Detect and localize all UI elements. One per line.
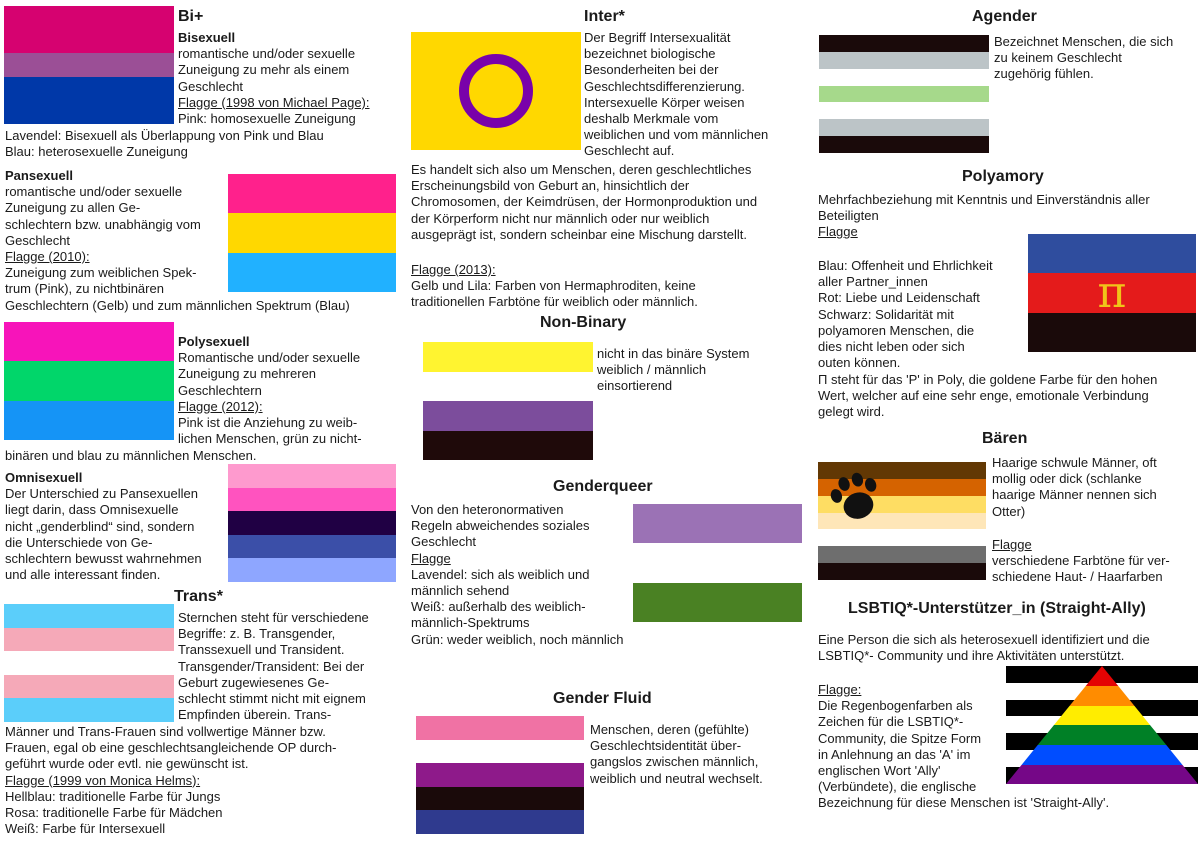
agender-flag-grey-stripe — [819, 52, 989, 69]
trans-flag-pink-stripe — [4, 628, 174, 652]
trans-line: Männer und Trans-Frauen sind vollwertige Männer bzw. — [5, 724, 326, 739]
inter-flag-ring — [411, 32, 581, 150]
bear-flag-stripe — [818, 529, 986, 546]
agender-line: Bezeichnet Menschen, die sich — [994, 34, 1174, 49]
bear-flag-stripe — [818, 546, 986, 563]
trans-line: Transgender/Transident: Bei der — [178, 658, 365, 674]
trans-line: geführt wurde oder evtl. nie gewünscht ist. — [5, 756, 249, 772]
omnisexual-line: und alle interessant finden. — [5, 567, 161, 583]
bisexual-flag-line: Lavendel: Bisexuell als Überlappung von Pink und Blau — [5, 128, 324, 143]
bisexual-flag-explanation — [5, 128, 400, 160]
ally-text — [818, 682, 1110, 812]
omnisexual-line: liegt darin, dass Omnisexuelle — [5, 502, 179, 518]
ally-line: Eine Person die sich als heterosexuell identifiziert und die — [818, 632, 1150, 647]
pansexual-flag-line: Geschlechtern (Gelb) und zum männlichen Spektrum (Blau) — [5, 297, 350, 313]
inter-line: Es handelt sich also um Menschen, deren geschlechtliches — [411, 162, 752, 177]
polysexual-flag-label: Flagge (2012): — [178, 398, 263, 414]
trans-flag-line: Weiß: Farbe für Intersexuell — [5, 821, 166, 837]
omnisexual-flag-stripe — [228, 464, 396, 488]
genderfluid-flag-white-stripe — [416, 740, 584, 764]
trans-flag — [4, 604, 174, 722]
polyamory-line: aller Partner_innen — [818, 274, 928, 290]
genderfluid-flag-black-stripe — [416, 787, 584, 811]
pansexual-flag-blue-stripe — [228, 253, 396, 292]
trans-line: Sternchen steht für verschiedene — [178, 610, 369, 625]
polyamory-line: dies nicht leben oder sich — [818, 339, 965, 355]
nonbinary-text — [597, 346, 797, 395]
inter-text — [584, 30, 784, 160]
trans-flag-line: Rosa: traditionelle Farbe für Mädchen — [5, 805, 223, 821]
inter-line: Besonderheiten bei der — [584, 62, 719, 78]
inter-line: Chromosomen, der Keimdrüsen, der Hormonproduktion und — [411, 194, 758, 210]
pansexual-text — [5, 168, 350, 314]
pansexual-line: romantische und/oder sexuelle — [5, 184, 183, 200]
ally-line: englischen Wort 'Ally' — [818, 763, 941, 779]
bisexual-name: Bisexuell — [178, 30, 236, 45]
inter-line: Intersexuelle Körper weisen — [584, 94, 745, 110]
genderqueer-flag-green-stripe — [633, 583, 802, 622]
genderqueer-line: Geschlecht — [411, 534, 477, 550]
ally-line: Community, die Spitze Form — [818, 730, 982, 746]
genderqueer-flag-line: Weiß: außerhalb des weiblich- — [411, 599, 586, 615]
genderfluid-line: Geschlechtsidentität über- — [590, 738, 742, 754]
pansexual-flag — [228, 174, 396, 292]
inter-flag-line: Gelb und Lila: Farben von Hermaphroditen, keine — [411, 278, 696, 294]
genderqueer-text — [411, 502, 646, 648]
nonbinary-line: nicht in das binäre System — [597, 346, 750, 361]
inter-line: deshalb Merkmale vom — [584, 111, 719, 127]
bisexual-flag-pink-stripe — [4, 6, 174, 53]
inter-flag-explanation — [411, 262, 803, 311]
pansexual-flag-pink-stripe — [228, 174, 396, 213]
pansexual-line: Zuneigung zu allen Ge- — [5, 200, 141, 216]
inter-flag-label: Flagge (2013): — [411, 262, 496, 277]
inter-line: weiblichen und vom männlichen — [584, 127, 769, 143]
polyamory-line: Blau: Offenheit und Ehrlichkeit — [818, 258, 993, 273]
omnisexual-flag-stripe — [228, 558, 396, 582]
genderfluid-flag-pink-stripe — [416, 716, 584, 740]
polysexual-flag-line: Pink ist die Anziehung zu weib- — [178, 415, 358, 431]
baeren-flag-line: verschiedene Farbtöne für ver- — [992, 553, 1170, 569]
omnisexual-line: die Unterschiede von Ge- — [5, 534, 153, 550]
agender-text — [994, 34, 1199, 83]
trans-heading: Trans* — [174, 588, 223, 605]
trans-flag-pink-stripe — [4, 675, 174, 699]
inter-line: Geschlecht auf. — [584, 143, 675, 159]
baeren-line: Otter) — [992, 503, 1026, 519]
omnisexual-flag-stripe — [228, 511, 396, 535]
trans-flag-lightblue-stripe — [4, 604, 174, 628]
polyamory-line: Rot: Liebe und Leidenschaft — [818, 290, 980, 306]
polyamory-line: polyamoren Menschen, die — [818, 322, 975, 338]
omnisexual-flag — [228, 464, 396, 582]
genderqueer-flag-line: Grün: weder weiblich, noch männlich — [411, 631, 624, 647]
polysexual-flag-pink-stripe — [4, 322, 174, 361]
polysexual-flag-green-stripe — [4, 361, 174, 400]
genderqueer-line: Von den heteronormativen — [411, 502, 564, 517]
genderfluid-line: Menschen, deren (gefühlte) — [590, 722, 749, 737]
nonbinary-flag-white-stripe — [423, 372, 593, 402]
bisexual-line: romantische und/oder sexuelle — [178, 46, 356, 62]
genderqueer-heading: Genderqueer — [553, 478, 653, 495]
polyamory-heading: Polyamory — [962, 168, 1044, 185]
trans-line: Geburt zugewiesenes Ge- — [178, 674, 330, 690]
trans-wide-text — [5, 724, 400, 837]
polyamory-wide-text — [818, 372, 1198, 421]
ally-line: Bezeichnung für diese Menschen ist 'Straight-Ally'. — [818, 795, 1110, 811]
agender-flag-white-stripe — [819, 102, 989, 119]
nonbinary-flag-black-stripe — [423, 431, 593, 461]
bisexual-text — [178, 30, 398, 127]
genderqueer-flag-lavender-stripe — [633, 504, 802, 543]
trans-flag-lightblue-stripe — [4, 698, 174, 722]
bisexual-flag — [4, 6, 174, 124]
polysexual-flag-blue-stripe — [4, 401, 174, 440]
pansexual-flag-label: Flagge (2010): — [5, 249, 90, 265]
pansexual-flag-line: trum (Pink), zu nichtbinären — [5, 281, 164, 297]
ally-intro — [818, 632, 1198, 664]
polysexual-flag — [4, 322, 174, 440]
genderfluid-flag-purple-stripe — [416, 763, 584, 787]
genderfluid-flag-blue-stripe — [416, 810, 584, 834]
agender-line: zu keinem Geschlecht — [994, 50, 1122, 66]
ally-line: (Verbündete), die englische — [818, 779, 977, 795]
baeren-flag-text — [992, 537, 1198, 586]
polyamory-line: Mehrfachbeziehung mit Kenntnis und Einverständnis aller — [818, 192, 1150, 207]
genderqueer-flag-label: Flagge — [411, 550, 451, 566]
baeren-line: Haarige schwule Männer, oft — [992, 455, 1157, 470]
inter-line: Erscheinungsbild von Geburt an, hinsichtlich der — [411, 178, 690, 194]
genderfluid-heading: Gender Fluid — [553, 690, 652, 707]
genderqueer-flag — [633, 504, 802, 622]
inter-wide-text — [411, 162, 803, 243]
genderqueer-flag-line: männlich sehend — [411, 583, 510, 599]
polyamory-line: Wert, welcher auf eine sehr enge, emotionale Verbindung — [818, 388, 1149, 404]
inter-flag-line: traditionellen Farbtöne für weiblich oder männlich. — [411, 294, 698, 310]
bisexual-flag-label: Flagge (1998 von Michael Page): — [178, 94, 370, 110]
genderqueer-flag-white-stripe — [633, 543, 802, 582]
inter-line: Der Begriff Intersexualität — [584, 30, 731, 45]
omnisexual-flag-stripe — [228, 535, 396, 559]
baeren-heading: Bären — [982, 430, 1028, 447]
trans-line: Frauen, egal ob eine geschlechtsangleichende OP durch- — [5, 740, 337, 756]
trans-flag-line: Hellblau: traditionelle Farbe für Jungs — [5, 788, 221, 804]
polysexual-line: Geschlechtern — [178, 382, 262, 398]
agender-line: zugehörig fühlen. — [994, 66, 1094, 82]
nonbinary-line: weiblich / männlich — [597, 362, 707, 378]
bisexual-flag-line: Pink: homosexuelle Zuneigung — [178, 111, 356, 127]
inter-heading: Inter* — [584, 8, 625, 25]
genderfluid-line: weiblich und neutral wechselt. — [590, 770, 763, 786]
nonbinary-flag-yellow-stripe — [423, 342, 593, 372]
pansexual-line: schlechtern bzw. unabhängig vom — [5, 216, 201, 232]
ally-heading: LSBTIQ*-Unterstützer_in (Straight-Ally) — [848, 600, 1146, 617]
omnisexual-line: nicht „genderblind“ sind, sondern — [5, 518, 195, 534]
genderqueer-flag-line: Lavendel: sich als weiblich und — [411, 566, 590, 582]
genderqueer-line: Regeln abweichendes soziales — [411, 518, 590, 534]
agender-flag-grey-stripe — [819, 119, 989, 136]
ally-line: Die Regenbogenfarben als — [818, 698, 973, 714]
nonbinary-line: einsortierend — [597, 378, 673, 394]
ally-line: LSBTIQ*- Community und ihre Aktivitäten unterstützt. — [818, 648, 1125, 664]
omnisexual-flag-stripe — [228, 488, 396, 512]
polyamory-line: Beteiligten — [818, 208, 879, 224]
agender-flag-black-stripe — [819, 136, 989, 153]
polyamory-flag-label: Flagge — [818, 224, 858, 240]
bear-paw-icon — [824, 466, 888, 530]
omnisexual-line: Der Unterschied zu Pansexuellen — [5, 486, 198, 502]
pansexual-name: Pansexuell — [5, 168, 73, 183]
inter-line: bezeichnet biologische — [584, 46, 716, 62]
omnisexual-name: Omnisexuell — [5, 470, 83, 485]
trans-text — [178, 610, 400, 723]
bisexual-flag-line: Blau: heterosexuelle Zuneigung — [5, 144, 188, 160]
pansexual-flag-line: Zuneigung zum weiblichen Spek- — [5, 265, 197, 281]
polyamory-line: outen können. — [818, 355, 901, 371]
genderqueer-flag-line: männlich-Spektrums — [411, 615, 530, 631]
polyamory-line: Π steht für das 'P' in Poly, die goldene Farbe für den hohen — [818, 372, 1158, 387]
trans-line: schlecht stimmt nicht mit eignem — [178, 691, 366, 707]
baeren-line: haarige Männer nennen sich — [992, 487, 1157, 503]
omnisexual-line: schlechtern bewusst wahrnehmen — [5, 551, 202, 567]
polyamory-text — [818, 258, 1023, 371]
pansexual-flag-yellow-stripe — [228, 213, 396, 252]
baeren-line: mollig oder dick (schlanke — [992, 471, 1142, 487]
pansexual-line: Geschlecht — [5, 232, 71, 248]
polysexual-text — [178, 334, 398, 447]
baeren-text — [992, 455, 1198, 520]
trans-line: Empfinden überein. Trans- — [178, 707, 332, 723]
genderfluid-flag — [416, 716, 584, 834]
trans-line: Begriffe: z. B. Transgender, — [178, 626, 336, 642]
bisexual-flag-lavender-stripe — [4, 53, 174, 77]
trans-flag-white-stripe — [4, 651, 174, 675]
polysexual-flag-line: lichen Menschen, grün zu nicht- — [178, 431, 362, 447]
agender-flag-black-stripe — [819, 35, 989, 52]
nonbinary-flag — [423, 342, 593, 460]
ally-line: in Anlehnung an das 'A' im — [818, 746, 971, 762]
ally-flag-label: Flagge: — [818, 682, 862, 697]
bi-heading: Bi+ — [178, 8, 204, 25]
polysexual-line: Romantische und/oder sexuelle — [178, 350, 361, 366]
polyamory-pi-symbol: π — [1097, 267, 1127, 318]
agender-flag-white-stripe — [819, 69, 989, 86]
nonbinary-flag-purple-stripe — [423, 401, 593, 431]
baeren-flag-line: schiedene Haut- / Haarfarben — [992, 569, 1163, 585]
agender-flag — [819, 35, 989, 153]
agender-heading: Agender — [972, 8, 1037, 25]
polyamory-line: Schwarz: Solidarität mit — [818, 306, 954, 322]
bisexual-line: Zuneigung zu mehr als einem — [178, 62, 350, 78]
agender-flag-green-stripe — [819, 86, 989, 103]
trans-line: Transsexuell und Transident. — [178, 642, 345, 658]
polysexual-flag-explanation — [5, 448, 400, 464]
baeren-flag-label: Flagge — [992, 537, 1032, 552]
nonbinary-heading: Non-Binary — [540, 314, 627, 331]
inter-line: Geschlechtsdifferenzierung. — [584, 78, 745, 94]
bear-flag-stripe — [818, 563, 986, 580]
polysexual-name: Polysexuell — [178, 334, 250, 349]
genderfluid-text — [590, 722, 800, 787]
inter-flag — [411, 32, 581, 150]
polysexual-flag-line: binären und blau zu männlichen Menschen. — [5, 448, 257, 463]
bisexual-flag-blue-stripe — [4, 77, 174, 124]
ally-flag — [1006, 666, 1198, 784]
trans-flag-label: Flagge (1999 von Monica Helms): — [5, 772, 201, 788]
bisexual-line: Geschlecht — [178, 78, 244, 94]
inter-line: der Körperform nicht nur männlich oder nur weiblich — [411, 210, 710, 226]
genderfluid-line: gangslos zwischen männlich, — [590, 754, 759, 770]
omnisexual-text — [5, 470, 230, 583]
polysexual-line: Zuneigung zu mehreren — [178, 366, 317, 382]
ally-line: Zeichen für die LSBTIQ*- — [818, 714, 964, 730]
inter-line: ausgeprägt ist, sondern scheinbar eine Mischung darstellt. — [411, 226, 748, 242]
polyamory-line: gelegt wird. — [818, 404, 885, 420]
